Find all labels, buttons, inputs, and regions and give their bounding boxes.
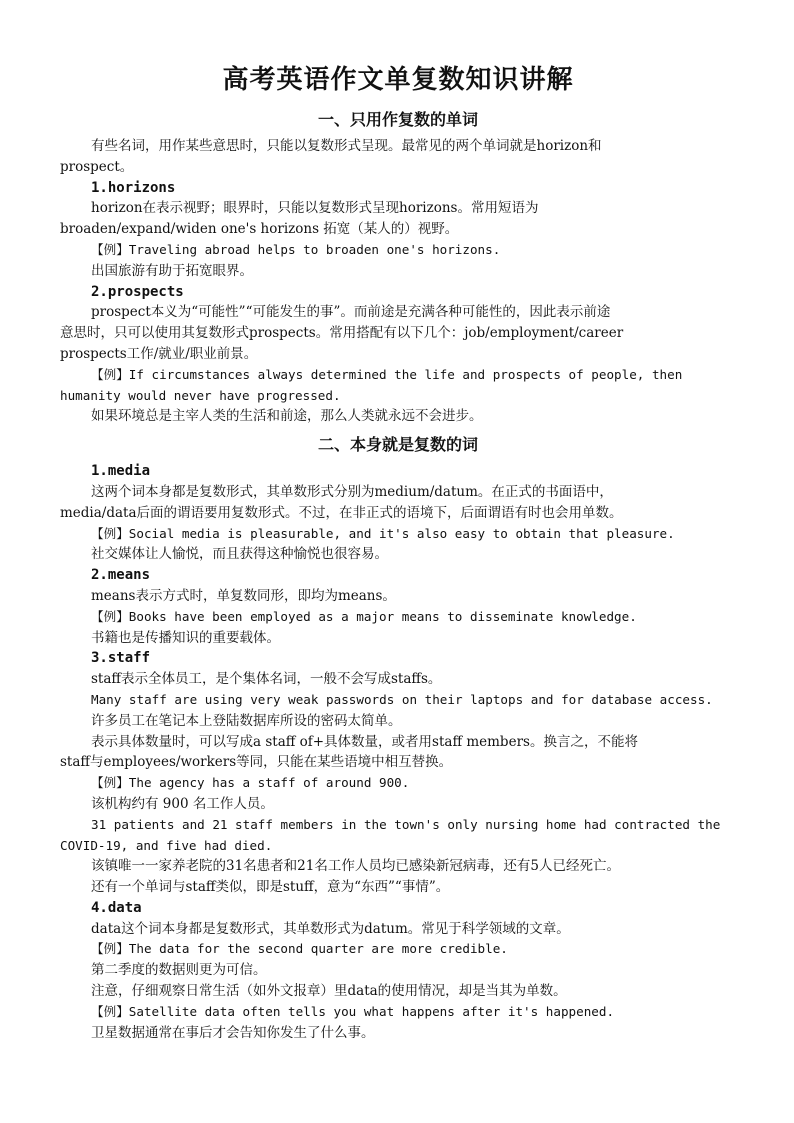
subsection-heading: 1.media: [91, 463, 151, 480]
paragraph-line: Many staff are using very weak passwords on their laptops and for database access.: [91, 691, 713, 707]
subsection-heading: 4.data: [91, 899, 142, 916]
subsection-heading: 3.staff: [91, 650, 151, 667]
paragraph-line: broaden/expand/widen one's horizons 拓宽（某人的）视野。: [60, 221, 459, 238]
subsection-heading: 2.means: [91, 567, 151, 584]
paragraph-line: prospect本义为“可能性”“可能发生的事”。而前途是充满各种可能性的，因此表示前途: [91, 304, 611, 321]
paragraph-line: 【例】The agency has a staff of around 900.: [91, 775, 410, 791]
paragraph-line: 还有一个单词与staff类似，即是stuff，意为“东西”“事情”。: [91, 879, 450, 896]
document-body: [60, 106, 736, 1043]
paragraph-line: 注意，仔细观察日常生活（如外文报章）里data的使用情况，却是当其为单数。: [91, 983, 567, 1000]
document-title: 高考英语作文单复数知识讲解: [222, 65, 574, 95]
paragraph-line: 出国旅游有助于拓宽眼界。: [91, 262, 253, 279]
paragraph-line: 该镇唯一一家养老院的31名患者和21名工作人员均已感染新冠病毒，还有5人已经死亡。: [91, 858, 620, 875]
paragraph-line: means表示方式时，单复数同形，即均为means。: [91, 587, 396, 604]
section-heading: 一、只用作复数的单词: [317, 110, 478, 129]
paragraph-line: 有些名词，用作某些意思时，只能以复数形式呈现。最常见的两个单词就是horizon和: [91, 138, 602, 154]
paragraph-line: 第二季度的数据则更为可信。: [91, 962, 267, 979]
section-heading: 二、本身就是复数的词: [317, 435, 478, 455]
paragraph-line: 如果环境总是主宰人类的生活和前途，那么人类就永远不会进步。: [91, 408, 483, 425]
paragraph-line: staff与employees/workers等同，只能在某些语境中相互替换。: [60, 754, 453, 771]
paragraph-line: media/data后面的谓语要用复数形式。不过，在非正式的语境下，后面谓语有时也会用单数。: [60, 504, 623, 521]
paragraph-line: 【例】If circumstances always determined the life and prospects of people, then: [91, 366, 683, 382]
paragraph-line: 【例】Books have been employed as a major means to disseminate knowledge.: [91, 608, 637, 624]
subsection-heading: 2.prospects: [91, 283, 184, 300]
paragraph-line: 表示具体数量时，可以写成a staff of+具体数量，或者用staff members。换言之，不能将: [91, 733, 638, 750]
paragraph-line: humanity would never have progressed.: [60, 387, 341, 403]
paragraph-line: 【例】Traveling abroad helps to broaden one's horizons.: [91, 241, 501, 257]
paragraph-line: 这两个词本身都是复数形式，其单数形式分别为medium/datum。在正式的书面语中，: [91, 483, 613, 500]
paragraph-line: 社交媒体让人愉悦，而且获得这种愉悦也很容易。: [91, 546, 388, 563]
paragraph-line: horizon在表示视野；眼界时，只能以复数形式呈现horizons。常用短语为: [91, 200, 539, 217]
subsection-heading: 1.horizons: [91, 179, 176, 196]
document-page: [60, 62, 736, 1043]
paragraph-line: 卫星数据通常在事后才会告知你发生了什么事。: [91, 1024, 375, 1041]
paragraph-line: staff表示全体员工，是个集体名词，一般不会写成staffs。: [91, 671, 442, 688]
paragraph-line: 31 patients and 21 staff members in the town's only nursing home had contracted the: [91, 816, 721, 832]
paragraph-line: prospect。: [60, 158, 134, 175]
paragraph-line: data这个词本身都是复数形式，其单数形式为datum。常见于科学领域的文章。: [91, 920, 570, 937]
paragraph-line: 【例】The data for the second quarter are more credible.: [91, 941, 508, 957]
paragraph-line: 该机构约有 900 名工作人员。: [91, 795, 274, 812]
paragraph-line: prospects工作/就业/职业前景。: [60, 345, 258, 362]
paragraph-line: 书籍也是传播知识的重要载体。: [91, 629, 280, 646]
paragraph-line: 许多员工在笔记本上登陆数据库所设的密码太简单。: [91, 712, 402, 729]
paragraph-line: COVID-19, and five had died.: [60, 837, 273, 853]
paragraph-line: 意思时，只可以使用其复数形式prospects。常用搭配有以下几个：job/employment/career: [60, 325, 624, 342]
paragraph-line: 【例】Satellite data often tells you what happens after it's happened.: [91, 1003, 615, 1019]
paragraph-line: 【例】Social media is pleasurable, and it's also easy to obtain that pleasure.: [91, 525, 675, 541]
